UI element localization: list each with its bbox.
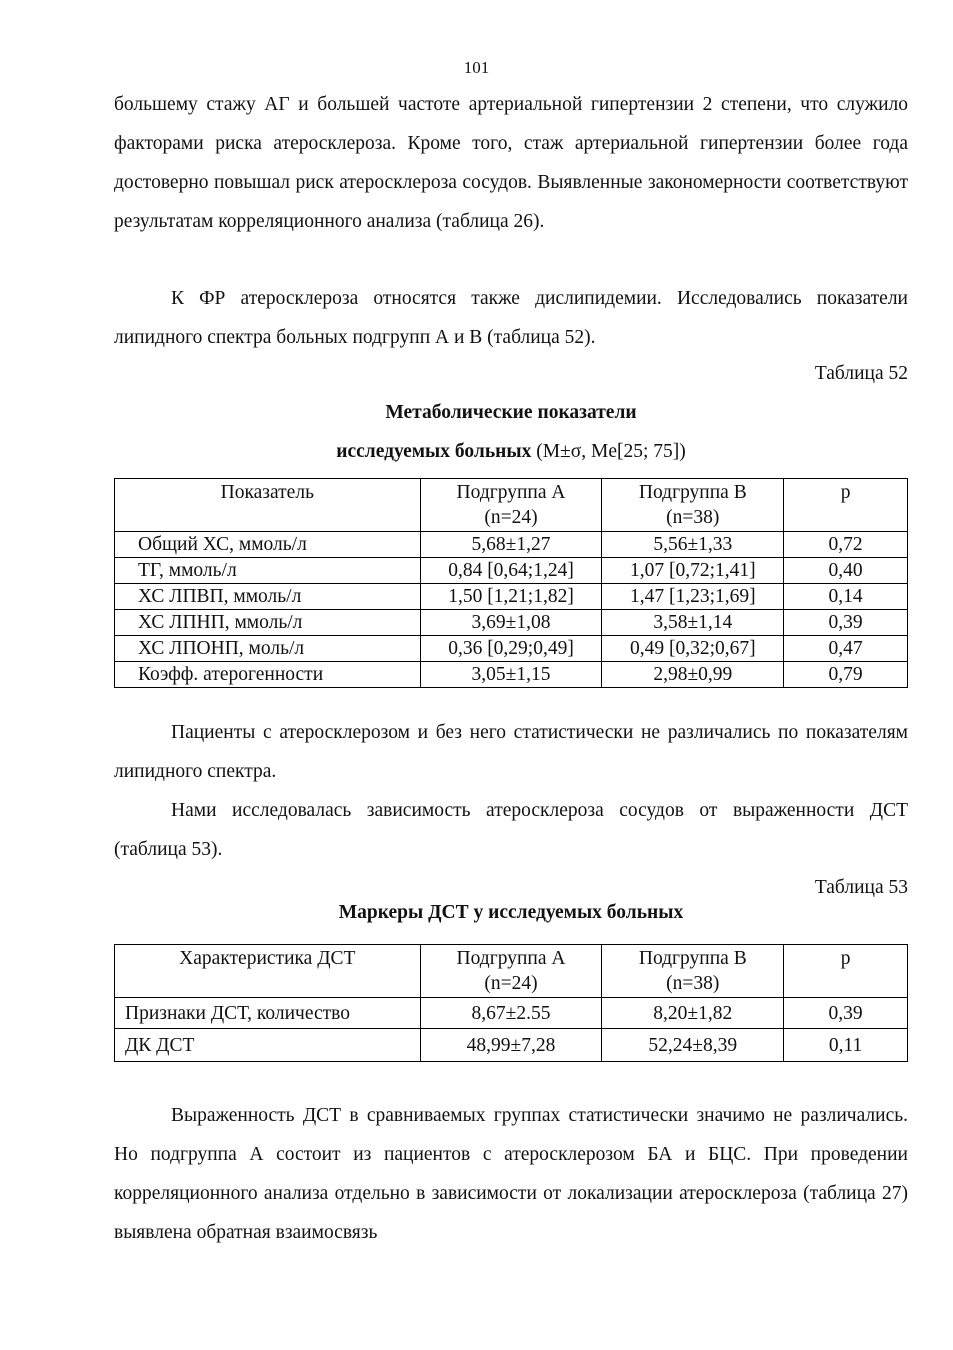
table-row: ТГ, ммоль/л 0,84 [0,64;1,24] 1,07 [0,72;1,41] 0,40 (115, 558, 908, 584)
table-52-header-indicator: Показатель (115, 479, 421, 532)
table-53-label: Таблица 53 (814, 877, 908, 898)
table-row: ДК ДСТ 48,99±7,28 52,24±8,39 0,11 (115, 1029, 908, 1062)
table-52-label: Таблица 52 (814, 363, 908, 384)
page-number: 101 (463, 58, 490, 77)
table-53-header-subgroup-a: Подгруппа А (n=24) (420, 945, 602, 998)
table-row: Коэфф. атерогенности 3,05±1,15 2,98±0,99 0,79 (115, 662, 908, 688)
table-row: ХС ЛПВП, ммоль/л 1,50 [1,21;1,82] 1,47 [1,23;1,69] 0,14 (115, 584, 908, 610)
table-row: ХС ЛПНП, ммоль/л 3,69±1,08 3,58±1,14 0,39 (115, 610, 908, 636)
table-52-header-subgroup-b: Подгруппа В (n=38) (602, 479, 784, 532)
table-row: Признаки ДСТ, количество 8,67±2.55 8,20±1,82 0,39 (115, 998, 908, 1029)
table-53-header-subgroup-b: Подгруппа В (n=38) (602, 945, 784, 998)
table-53 (114, 944, 908, 1062)
table-52-header-row (115, 479, 908, 532)
table-53-header-row (115, 945, 908, 998)
table-52-header-p: p (784, 479, 908, 532)
paragraph-4-block (114, 791, 908, 869)
table-52-header-subgroup-a: Подгруппа А (n=24) (420, 479, 602, 532)
table-row: Общий ХС, ммоль/л 5,68±1,27 5,56±1,33 0,72 (115, 532, 908, 558)
table-row: ХС ЛПОНП, моль/л 0,36 [0,29;0,49] 0,49 [0,32;0,67] 0,47 (115, 636, 908, 662)
table-53-header-characteristic: Характеристика ДСТ (115, 945, 421, 998)
paragraph-2-block (114, 279, 908, 357)
paragraph-4: Нами исследовалась зависимость атеросклероза сосудов от выраженности ДСТ (таблица 53). (114, 800, 908, 860)
table-52 (114, 478, 908, 688)
table-52-title-bold: исследуемых больных (336, 441, 532, 462)
table-53-title: Маркеры ДСТ у исследуемых больных (338, 902, 684, 923)
table-53-header-p: p (784, 945, 908, 998)
paragraph-5: Выраженность ДСТ в сравниваемых группах статистически значимо не различались. Но подгруппа А состоит из пациентов с атеросклерозом БА и БЦС. При проведении корреляционного анализа отдельно в зависимости от локализации атеросклероза (таблица 27) выявлена обратная взаимосвязь (114, 1105, 908, 1243)
paragraph-2: К ФР атеросклероза относятся также дислипидемии. Исследовались показатели липидного спектра больных подгрупп А и В (таблица 52). (114, 288, 908, 348)
table-52-title-line1: Метаболические показатели (385, 402, 637, 423)
paragraph-3-block (114, 713, 908, 791)
table-52-title-stats: (M±σ, Me[25; 75]) (531, 441, 686, 462)
paragraph-5-block (114, 1096, 908, 1252)
paragraph-1: большему стажу АГ и большей частоте артериальной гипертензии 2 степени, что служило факторами риска атеросклероза. Кроме того, стаж артериальной гипертензии более года достоверно повышал риск атеросклероза сосудов. Выявленные закономерности соответствуют результатам корреляционного анализа (таблица 26). (114, 94, 908, 232)
paragraph-1-block (114, 85, 908, 241)
paragraph-3: Пациенты с атеросклерозом и без него статистически не различались по показателям липидного спектра. (114, 722, 908, 782)
table-52-title-line2 (114, 441, 908, 463)
